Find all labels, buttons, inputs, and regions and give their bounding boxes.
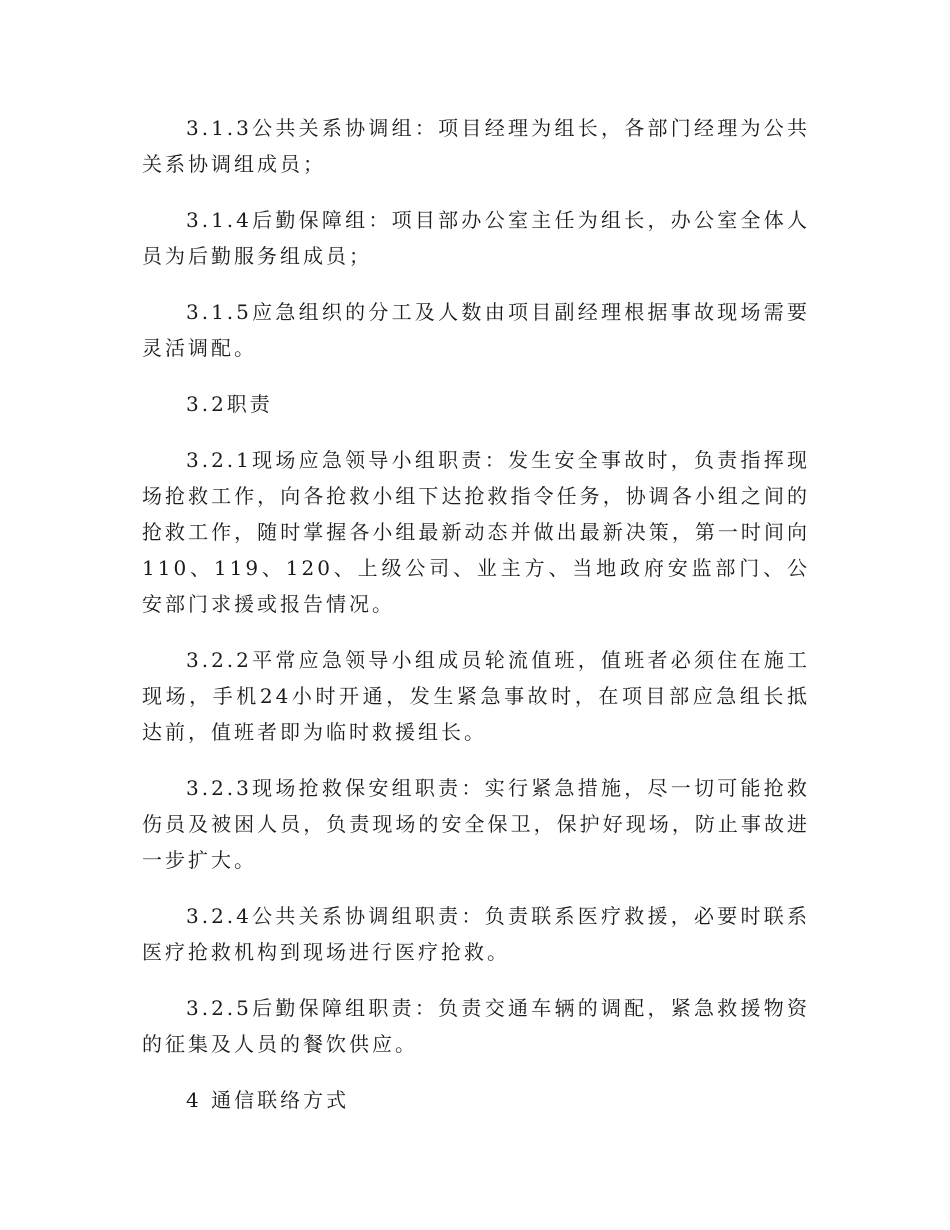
paragraph-3-1-3: 3.1.3公共关系协调组：项目经理为组长，各部门经理为公共关系协调组成员； (142, 116, 810, 176)
section-heading-3-2: 3.2职责 (186, 392, 273, 416)
paragraph-3-1-5: 3.1.5应急组织的分工及人数由项目副经理根据事故现场需要灵活调配。 (142, 300, 810, 360)
paragraph-3-2-3: 3.2.3现场抢救保安组职责：实行紧急措施，尽一切可能抢救伤员及被困人员，负责现场的安全保卫，保护好现场，防止事故进一步扩大。 (142, 776, 810, 872)
paragraph-3-2-2: 3.2.2平常应急领导小组成员轮流值班，值班者必须住在施工现场，手机24小时开通，发生紧急事故时，在项目部应急组长抵达前，值班者即为临时救援组长。 (142, 648, 810, 744)
section-heading-4: 4 通信联络方式 (186, 1088, 350, 1112)
paragraph-3-1-4: 3.1.4后勤保障组：项目部办公室主任为组长，办公室全体人员为后勤服务组成员； (142, 208, 810, 268)
paragraph-3-2-5: 3.2.5后勤保障组职责：负责交通车辆的调配，紧急救援物资的征集及人员的餐饮供应。 (142, 996, 810, 1056)
paragraph-3-2-4: 3.2.4公共关系协调组职责：负责联系医疗救援，必要时联系医疗抢救机构到现场进行医疗抢救。 (142, 904, 810, 964)
paragraph-3-2-1: 3.2.1现场应急领导小组职责：发生安全事故时，负责指挥现场抢救工作，向各抢救小组下达抢救指令任务，协调各小组之间的抢救工作，随时掌握各小组最新动态并做出最新决策，第一时间向110、119、120、上级公司、业主方、当地政府安监部门、公安部门求援或报告情况。 (142, 448, 810, 616)
document-body (142, 110, 810, 1138)
